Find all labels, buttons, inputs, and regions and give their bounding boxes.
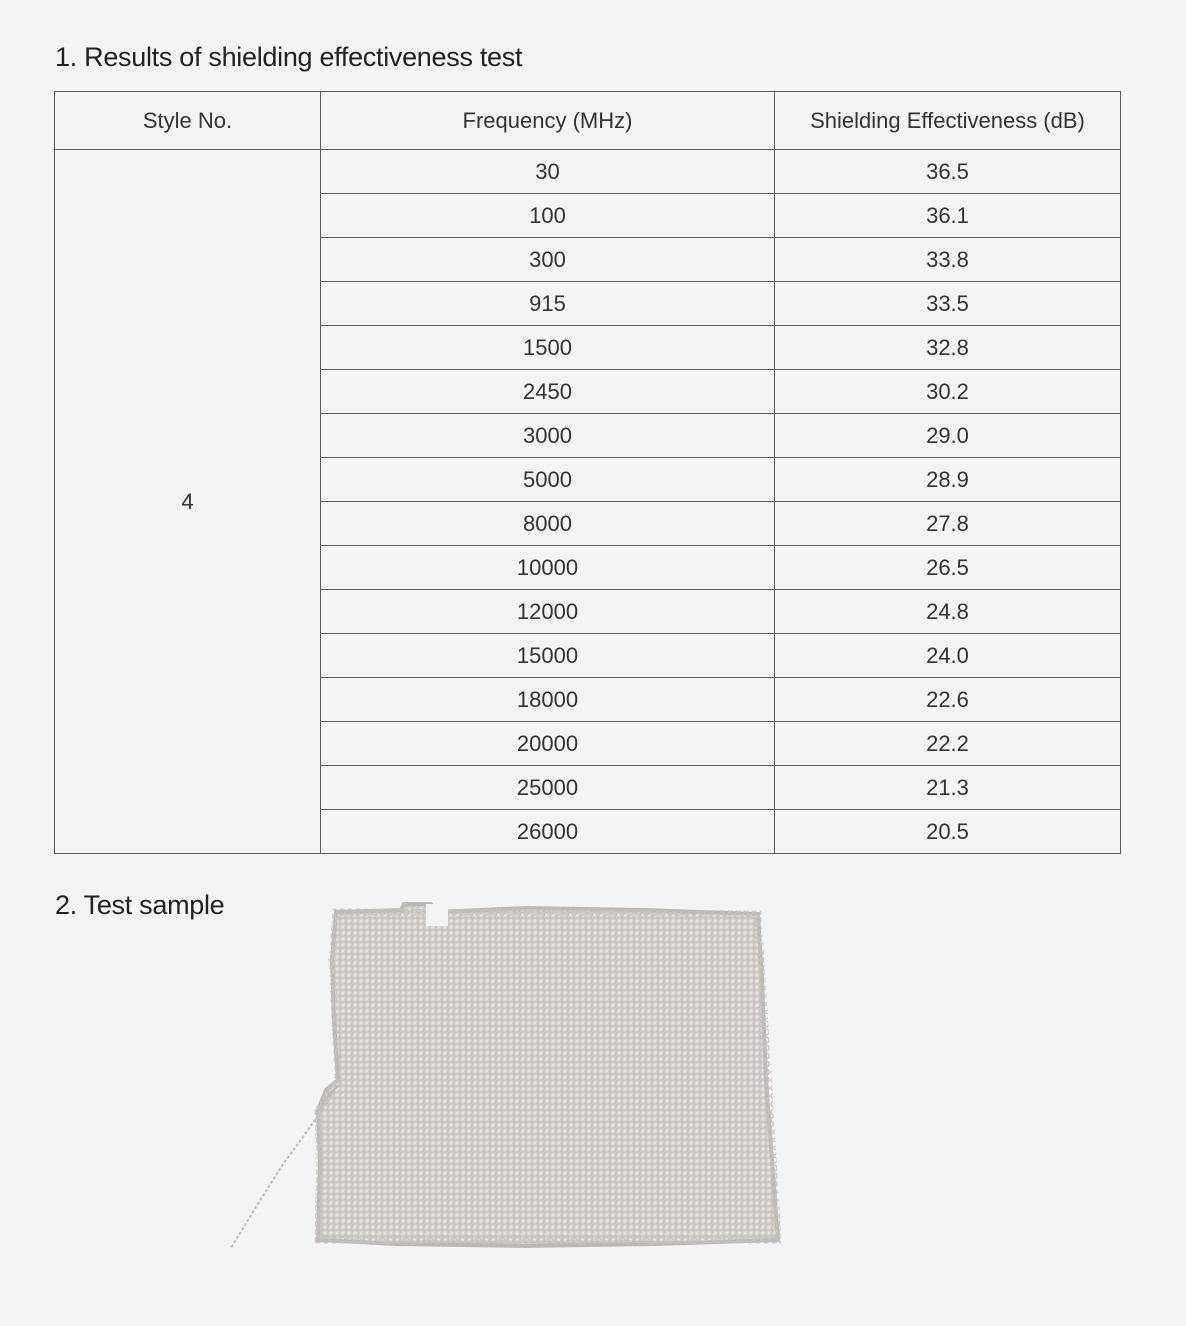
results-section-title: 1. Results of shielding effectiveness test <box>55 42 523 72</box>
effectiveness-cell: 22.2 <box>775 722 1121 766</box>
effectiveness-cell: 22.6 <box>775 678 1121 722</box>
effectiveness-cell: 21.3 <box>775 766 1121 810</box>
frequency-cell: 10000 <box>321 546 775 590</box>
header-shielding-effectiveness: Shielding Effectiveness (dB) <box>775 92 1121 150</box>
style-no-cell: 4 <box>55 150 321 854</box>
frequency-cell: 300 <box>321 238 775 282</box>
header-style-no: Style No. <box>55 92 321 150</box>
table-body <box>55 150 1121 854</box>
frequency-cell: 8000 <box>321 502 775 546</box>
test-sample-image <box>226 900 786 1255</box>
effectiveness-cell: 27.8 <box>775 502 1121 546</box>
frequency-cell: 30 <box>321 150 775 194</box>
effectiveness-cell: 33.5 <box>775 282 1121 326</box>
frequency-cell: 25000 <box>321 766 775 810</box>
frequency-cell: 20000 <box>321 722 775 766</box>
effectiveness-cell: 26.5 <box>775 546 1121 590</box>
frequency-cell: 15000 <box>321 634 775 678</box>
results-table <box>54 91 1121 854</box>
frequency-cell: 18000 <box>321 678 775 722</box>
effectiveness-cell: 32.8 <box>775 326 1121 370</box>
effectiveness-cell: 24.8 <box>775 590 1121 634</box>
frequency-cell: 2450 <box>321 370 775 414</box>
effectiveness-cell: 24.0 <box>775 634 1121 678</box>
effectiveness-cell: 33.8 <box>775 238 1121 282</box>
effectiveness-cell: 30.2 <box>775 370 1121 414</box>
frequency-cell: 3000 <box>321 414 775 458</box>
frequency-cell: 1500 <box>321 326 775 370</box>
effectiveness-cell: 28.9 <box>775 458 1121 502</box>
fabric-sample-photo <box>226 900 786 1255</box>
frequency-cell: 100 <box>321 194 775 238</box>
frequency-cell: 5000 <box>321 458 775 502</box>
effectiveness-cell: 36.5 <box>775 150 1121 194</box>
effectiveness-cell: 36.1 <box>775 194 1121 238</box>
frequency-cell: 26000 <box>321 810 775 854</box>
effectiveness-cell: 20.5 <box>775 810 1121 854</box>
frequency-cell: 915 <box>321 282 775 326</box>
test-sample-section-title: 2. Test sample <box>55 890 225 920</box>
header-frequency: Frequency (MHz) <box>321 92 775 150</box>
frequency-cell: 12000 <box>321 590 775 634</box>
table-header-row <box>55 92 1121 150</box>
effectiveness-cell: 29.0 <box>775 414 1121 458</box>
table-row <box>55 150 1121 194</box>
